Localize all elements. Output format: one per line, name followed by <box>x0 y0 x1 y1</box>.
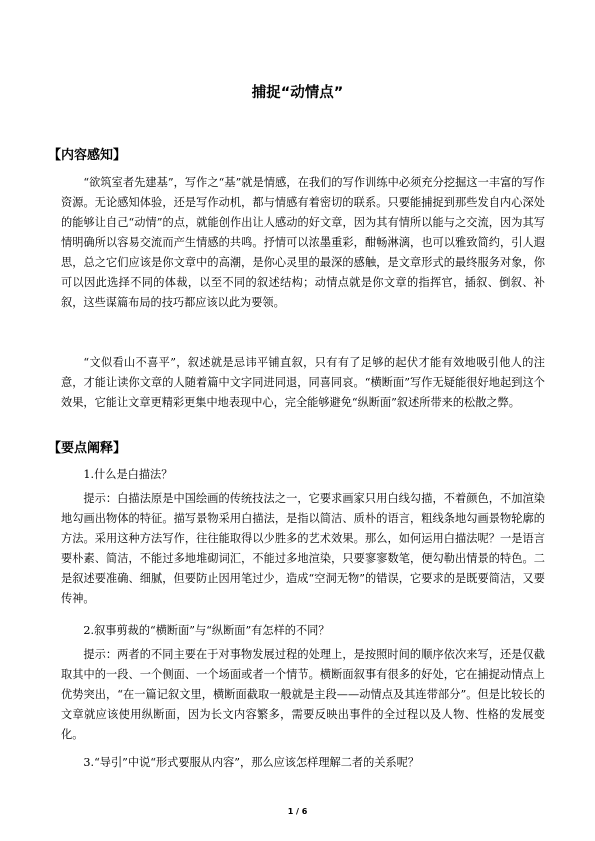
page-title: 捕捉“动情点” <box>251 85 344 101</box>
paragraph-content-1: “欲筑室者先建基”，写作之“基”就是情感，在我们的写作训练中必须充分挖掘这一丰富的写作资源。无论感知体验，还是写作动机，都与情感有着密切的联系。只要能捕捉到那些发自内心深处的能够让自己“动情”的点，就能创作出让人感动的好文章，因为其有情所以能与之交流，因为其写情明确所以容易交流而产生情感的共鸣。抒情可以浓墨重彩，酣畅淋漓，也可以雅致简约，引人遐思，总之它们应该是你文章中的高潮，是你心灵里的最深的感触，是文章形式的最终服务对象，你可以因此选择不同的体裁，以至不同的叙述结构；动情点就是你文章的指挥官，插叙、倒叙、补叙，这些谋篇布局的技巧都应该以此为要领。 <box>61 176 545 309</box>
answer-2: 提示：两者的不同主要在于对事物发展过程的处理上，是按照时间的顺序依次来写，还是仅截取其中的一段、一个侧面、一个场面或者一个情节。横断面叙事有很多的好处，它在捕捉动情点上优势突出，“在一篇记叙文里，横断面截取一般就是主段——动情点及其连带部分”。但是比较长的文章就应该使用纵断面，因为长文内容繁多，需要反映出事件的全过程以及人物、性格的发展变化。 <box>61 648 545 741</box>
section-heading-content: 【内容感知】 <box>48 148 127 163</box>
paragraph-content-2: “文似看山不喜平”，叙述就是忌讳平铺直叙，只有有了足够的起伏才能有效地吸引他人的注意，才能让读你文章的人随着篇中文字同进同退，同喜同哀。“横断面”写作无疑能很好地起到这个效果，它能让文章更精彩更集中地表现中心，完全能够避免“纵断面”叙述所带来的松散之弊。 <box>61 356 545 409</box>
question-1: 1.什么是白描法？ <box>83 468 173 481</box>
question-3: 3.“导引”中说“形式要服从内容”，那么应该怎样理解二者的关系呢？ <box>83 756 420 769</box>
answer-1: 提示：白描法原是中国绘画的传统技法之一，它要求画家只用白线勾描，不着颜色，不加渲染地勾画出物体的特征。描写景物采用白描法，是指以简洁、质朴的语言，粗线条地勾画景物轮廓的方法。采用这种方法写作，往往能取得以少胜多的艺术效果。那么，如何运用白描法呢？一是语言要朴素、简洁，不能过多地堆砌词汇，不能过多地渲染，只要寥寥数笔，便勾勒出情景的特色。二是叙述要准确、细腻，但要防止因用笔过少，造成“空洞无物”的错误，它要求的是既要简洁，又要传神。 <box>61 492 545 605</box>
page-number: 1 / 6 <box>287 807 308 816</box>
question-2: 2.叙事剪裁的“横断面”与“纵断面”有怎样的不同？ <box>83 624 330 637</box>
section-heading-points: 【要点阐释】 <box>48 441 127 456</box>
